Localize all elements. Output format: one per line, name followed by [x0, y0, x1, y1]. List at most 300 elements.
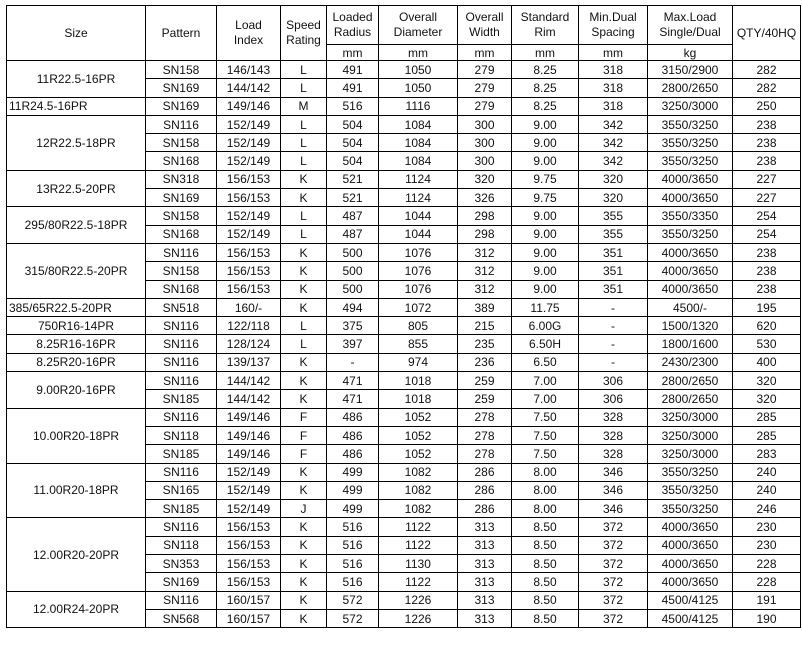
overall-diameter-cell: 1052	[379, 426, 458, 444]
overall-diameter-cell: 1082	[379, 500, 458, 518]
loaded-radius-cell: 471	[327, 390, 379, 408]
max-load-cell: 3250/3000	[648, 408, 733, 426]
loaded-radius-cell: 516	[327, 555, 379, 573]
standard-rim-cell: 9.00	[512, 280, 579, 298]
load-index-cell: 160/157	[217, 609, 281, 627]
qty-cell: 282	[733, 79, 801, 97]
load-index-cell: 156/153	[217, 536, 281, 554]
max-load-cell: 4000/3650	[648, 262, 733, 280]
max-load-cell: 4000/3650	[648, 573, 733, 591]
loaded-radius-cell: 487	[327, 225, 379, 243]
max-load-cell: 4000/3650	[648, 555, 733, 573]
overall-width-cell: 313	[458, 609, 512, 627]
overall-diameter-cell: 1018	[379, 390, 458, 408]
standard-rim-cell: 6.50	[512, 353, 579, 371]
max-load-cell: 3250/3000	[648, 426, 733, 444]
min-dual-spacing-cell: 346	[579, 481, 648, 499]
header-size: Size	[7, 6, 146, 61]
size-cell: 295/80R22.5-18PR	[7, 207, 146, 244]
overall-width-cell: 326	[458, 189, 512, 207]
overall-diameter-cell: 1122	[379, 536, 458, 554]
load-index-cell: 156/153	[217, 189, 281, 207]
speed-rating-cell: K	[281, 280, 327, 298]
overall-diameter-cell: 974	[379, 353, 458, 371]
overall-width-cell: 298	[458, 225, 512, 243]
pattern-cell: SN118	[146, 536, 217, 554]
load-index-cell: 156/153	[217, 280, 281, 298]
overall-diameter-cell: 1076	[379, 280, 458, 298]
min-dual-spacing-cell: 320	[579, 170, 648, 188]
header-speed-rating: Speed Rating	[281, 6, 327, 61]
min-dual-spacing-cell: 346	[579, 500, 648, 518]
overall-diameter-cell: 1076	[379, 262, 458, 280]
min-dual-spacing-cell: 342	[579, 134, 648, 152]
min-dual-spacing-cell: 318	[579, 61, 648, 79]
max-load-cell: 2800/2650	[648, 79, 733, 97]
overall-diameter-cell: 1130	[379, 555, 458, 573]
min-dual-spacing-cell: -	[579, 317, 648, 335]
loaded-radius-cell: 504	[327, 134, 379, 152]
size-cell: 11R24.5-16PR	[7, 97, 146, 115]
header-row	[7, 6, 801, 45]
table-row	[7, 170, 801, 188]
max-load-cell: 4000/3650	[648, 518, 733, 536]
pattern-cell: SN353	[146, 555, 217, 573]
load-index-cell: 144/142	[217, 372, 281, 390]
standard-rim-cell: 9.75	[512, 189, 579, 207]
qty-cell: 240	[733, 481, 801, 499]
loaded-radius-cell: 499	[327, 463, 379, 481]
speed-rating-cell: K	[281, 536, 327, 554]
min-dual-spacing-cell: 372	[579, 555, 648, 573]
min-dual-spacing-cell: -	[579, 353, 648, 371]
speed-rating-cell: K	[281, 463, 327, 481]
min-dual-spacing-cell: 342	[579, 152, 648, 170]
standard-rim-cell: 8.50	[512, 536, 579, 554]
overall-width-cell: 320	[458, 170, 512, 188]
table-row	[7, 97, 801, 115]
overall-width-cell: 279	[458, 61, 512, 79]
max-load-cell: 3550/3250	[648, 152, 733, 170]
pattern-cell: SN116	[146, 115, 217, 133]
pattern-cell: SN116	[146, 518, 217, 536]
pattern-cell: SN568	[146, 609, 217, 627]
speed-rating-cell: L	[281, 225, 327, 243]
max-load-cell: 2430/2300	[648, 353, 733, 371]
size-cell: 12R22.5-18PR	[7, 115, 146, 170]
load-index-cell: 149/146	[217, 445, 281, 463]
speed-rating-cell: K	[281, 170, 327, 188]
qty-cell: 238	[733, 280, 801, 298]
pattern-cell: SN116	[146, 408, 217, 426]
qty-cell: 530	[733, 335, 801, 353]
speed-rating-cell: K	[281, 609, 327, 627]
qty-cell: 283	[733, 445, 801, 463]
loaded-radius-cell: 504	[327, 115, 379, 133]
speed-rating-cell: L	[281, 61, 327, 79]
speed-rating-cell: F	[281, 408, 327, 426]
pattern-cell: SN518	[146, 298, 217, 316]
min-dual-spacing-cell: 306	[579, 390, 648, 408]
overall-width-cell: 389	[458, 298, 512, 316]
pattern-cell: SN318	[146, 170, 217, 188]
load-index-cell: 149/146	[217, 97, 281, 115]
table-row	[7, 353, 801, 371]
load-index-cell: 156/153	[217, 170, 281, 188]
load-index-cell: 156/153	[217, 555, 281, 573]
header-max-load: Max.Load Single/Dual	[648, 6, 733, 45]
loaded-radius-cell: 521	[327, 170, 379, 188]
pattern-cell: SN185	[146, 500, 217, 518]
table-row	[7, 408, 801, 426]
unit-cell: mm	[458, 45, 512, 61]
loaded-radius-cell: 521	[327, 189, 379, 207]
header-overall-diameter: Overall Diameter	[379, 6, 458, 45]
loaded-radius-cell: 516	[327, 536, 379, 554]
header-qty: QTY/40HQ	[733, 6, 801, 61]
table-row	[7, 298, 801, 316]
qty-cell: 254	[733, 207, 801, 225]
pattern-cell: SN168	[146, 152, 217, 170]
qty-cell: 246	[733, 500, 801, 518]
pattern-cell: SN168	[146, 225, 217, 243]
table-row	[7, 591, 801, 609]
overall-diameter-cell: 1122	[379, 518, 458, 536]
min-dual-spacing-cell: 351	[579, 280, 648, 298]
qty-cell: 228	[733, 555, 801, 573]
header-overall-width: Overall Width	[458, 6, 512, 45]
size-cell: 11R22.5-16PR	[7, 61, 146, 98]
load-index-cell: 156/153	[217, 573, 281, 591]
overall-width-cell: 300	[458, 152, 512, 170]
min-dual-spacing-cell: 320	[579, 189, 648, 207]
loaded-radius-cell: 500	[327, 243, 379, 261]
size-cell: 385/65R22.5-20PR	[7, 298, 146, 316]
unit-cell: mm	[379, 45, 458, 61]
speed-rating-cell: K	[281, 518, 327, 536]
pattern-cell: SN158	[146, 61, 217, 79]
size-cell: 11.00R20-18PR	[7, 463, 146, 518]
loaded-radius-cell: 499	[327, 500, 379, 518]
qty-cell: 238	[733, 152, 801, 170]
overall-width-cell: 312	[458, 243, 512, 261]
overall-diameter-cell: 1044	[379, 225, 458, 243]
table-row	[7, 372, 801, 390]
qty-cell: 240	[733, 463, 801, 481]
overall-width-cell: 278	[458, 426, 512, 444]
min-dual-spacing-cell: 328	[579, 426, 648, 444]
min-dual-spacing-cell: 372	[579, 536, 648, 554]
max-load-cell: 4000/3650	[648, 243, 733, 261]
overall-diameter-cell: 1084	[379, 152, 458, 170]
overall-diameter-cell: 1084	[379, 115, 458, 133]
qty-cell: 227	[733, 170, 801, 188]
standard-rim-cell: 7.00	[512, 390, 579, 408]
max-load-cell: 3150/2900	[648, 61, 733, 79]
overall-width-cell: 279	[458, 97, 512, 115]
min-dual-spacing-cell: 355	[579, 225, 648, 243]
min-dual-spacing-cell: 328	[579, 445, 648, 463]
speed-rating-cell: K	[281, 555, 327, 573]
min-dual-spacing-cell: 372	[579, 573, 648, 591]
overall-width-cell: 313	[458, 555, 512, 573]
overall-diameter-cell: 1116	[379, 97, 458, 115]
max-load-cell: 3550/3250	[648, 225, 733, 243]
min-dual-spacing-cell: 355	[579, 207, 648, 225]
standard-rim-cell: 8.25	[512, 97, 579, 115]
max-load-cell: 3250/3000	[648, 97, 733, 115]
overall-diameter-cell: 1122	[379, 573, 458, 591]
load-index-cell: 144/142	[217, 79, 281, 97]
unit-cell: mm	[579, 45, 648, 61]
standard-rim-cell: 8.50	[512, 591, 579, 609]
max-load-cell: 2800/2650	[648, 390, 733, 408]
qty-cell: 320	[733, 390, 801, 408]
header-pattern: Pattern	[146, 6, 217, 61]
qty-cell: 238	[733, 115, 801, 133]
overall-width-cell: 236	[458, 353, 512, 371]
standard-rim-cell: 8.00	[512, 500, 579, 518]
loaded-radius-cell: 471	[327, 372, 379, 390]
qty-cell: 230	[733, 518, 801, 536]
loaded-radius-cell: -	[327, 353, 379, 371]
loaded-radius-cell: 397	[327, 335, 379, 353]
standard-rim-cell: 8.25	[512, 79, 579, 97]
unit-cell: mm	[327, 45, 379, 61]
table-row	[7, 518, 801, 536]
standard-rim-cell: 8.50	[512, 609, 579, 627]
overall-width-cell: 313	[458, 573, 512, 591]
table-row	[7, 463, 801, 481]
max-load-cell: 2800/2650	[648, 372, 733, 390]
overall-diameter-cell: 1076	[379, 243, 458, 261]
qty-cell: 191	[733, 591, 801, 609]
standard-rim-cell: 9.75	[512, 170, 579, 188]
overall-width-cell: 279	[458, 79, 512, 97]
load-index-cell: 156/153	[217, 518, 281, 536]
standard-rim-cell: 8.25	[512, 61, 579, 79]
load-index-cell: 160/-	[217, 298, 281, 316]
overall-diameter-cell: 1072	[379, 298, 458, 316]
max-load-cell: 3550/3250	[648, 463, 733, 481]
qty-cell: 230	[733, 536, 801, 554]
overall-diameter-cell: 805	[379, 317, 458, 335]
min-dual-spacing-cell: 351	[579, 262, 648, 280]
overall-diameter-cell: 1084	[379, 134, 458, 152]
overall-width-cell: 278	[458, 408, 512, 426]
load-index-cell: 149/146	[217, 426, 281, 444]
overall-diameter-cell: 1050	[379, 61, 458, 79]
standard-rim-cell: 9.00	[512, 225, 579, 243]
min-dual-spacing-cell: 342	[579, 115, 648, 133]
overall-width-cell: 259	[458, 390, 512, 408]
table-row	[7, 61, 801, 79]
speed-rating-cell: L	[281, 79, 327, 97]
standard-rim-cell: 7.50	[512, 445, 579, 463]
size-cell: 750R16-14PR	[7, 317, 146, 335]
standard-rim-cell: 9.00	[512, 207, 579, 225]
overall-diameter-cell: 1050	[379, 79, 458, 97]
loaded-radius-cell: 487	[327, 207, 379, 225]
speed-rating-cell: M	[281, 97, 327, 115]
standard-rim-cell: 8.50	[512, 518, 579, 536]
standard-rim-cell: 7.50	[512, 426, 579, 444]
overall-diameter-cell: 1082	[379, 481, 458, 499]
max-load-cell: 4000/3650	[648, 170, 733, 188]
overall-width-cell: 286	[458, 463, 512, 481]
overall-width-cell: 312	[458, 262, 512, 280]
standard-rim-cell: 11.75	[512, 298, 579, 316]
load-index-cell: 152/149	[217, 225, 281, 243]
pattern-cell: SN116	[146, 591, 217, 609]
overall-width-cell: 235	[458, 335, 512, 353]
table-row	[7, 335, 801, 353]
speed-rating-cell: K	[281, 591, 327, 609]
qty-cell: 238	[733, 243, 801, 261]
unit-cell: mm	[512, 45, 579, 61]
overall-diameter-cell: 1226	[379, 609, 458, 627]
load-index-cell: 139/137	[217, 353, 281, 371]
table-row	[7, 317, 801, 335]
tire-spec-table	[6, 5, 801, 628]
speed-rating-cell: L	[281, 317, 327, 335]
pattern-cell: SN116	[146, 463, 217, 481]
load-index-cell: 128/124	[217, 335, 281, 353]
overall-width-cell: 215	[458, 317, 512, 335]
speed-rating-cell: K	[281, 372, 327, 390]
standard-rim-cell: 6.50H	[512, 335, 579, 353]
overall-diameter-cell: 1044	[379, 207, 458, 225]
pattern-cell: SN168	[146, 280, 217, 298]
overall-width-cell: 300	[458, 134, 512, 152]
load-index-cell: 144/142	[217, 390, 281, 408]
speed-rating-cell: K	[281, 298, 327, 316]
load-index-cell: 152/149	[217, 463, 281, 481]
max-load-cell: 3250/3000	[648, 445, 733, 463]
max-load-cell: 1800/1600	[648, 335, 733, 353]
size-cell: 315/80R22.5-20PR	[7, 243, 146, 298]
speed-rating-cell: K	[281, 262, 327, 280]
loaded-radius-cell: 500	[327, 280, 379, 298]
header-standard-rim: Standard Rim	[512, 6, 579, 45]
qty-cell: 620	[733, 317, 801, 335]
pattern-cell: SN116	[146, 353, 217, 371]
speed-rating-cell: K	[281, 353, 327, 371]
standard-rim-cell: 9.00	[512, 134, 579, 152]
load-index-cell: 152/149	[217, 500, 281, 518]
load-index-cell: 146/143	[217, 61, 281, 79]
standard-rim-cell: 9.00	[512, 152, 579, 170]
speed-rating-cell: F	[281, 445, 327, 463]
max-load-cell: 3550/3250	[648, 134, 733, 152]
qty-cell: 195	[733, 298, 801, 316]
loaded-radius-cell: 572	[327, 609, 379, 627]
qty-cell: 190	[733, 609, 801, 627]
min-dual-spacing-cell: 318	[579, 79, 648, 97]
overall-width-cell: 278	[458, 445, 512, 463]
speed-rating-cell: J	[281, 500, 327, 518]
header-min-dual-spacing: Min.Dual Spacing	[579, 6, 648, 45]
loaded-radius-cell: 486	[327, 408, 379, 426]
overall-width-cell: 259	[458, 372, 512, 390]
min-dual-spacing-cell: 346	[579, 463, 648, 481]
overall-width-cell: 300	[458, 115, 512, 133]
pattern-cell: SN116	[146, 335, 217, 353]
qty-cell: 285	[733, 408, 801, 426]
min-dual-spacing-cell: 306	[579, 372, 648, 390]
qty-cell: 320	[733, 372, 801, 390]
pattern-cell: SN118	[146, 426, 217, 444]
load-index-cell: 152/149	[217, 152, 281, 170]
min-dual-spacing-cell: 318	[579, 97, 648, 115]
speed-rating-cell: K	[281, 390, 327, 408]
max-load-cell: 3550/3250	[648, 115, 733, 133]
standard-rim-cell: 9.00	[512, 115, 579, 133]
size-cell: 10.00R20-18PR	[7, 408, 146, 463]
overall-diameter-cell: 1082	[379, 463, 458, 481]
loaded-radius-cell: 504	[327, 152, 379, 170]
standard-rim-cell: 8.50	[512, 573, 579, 591]
overall-width-cell: 298	[458, 207, 512, 225]
pattern-cell: SN169	[146, 573, 217, 591]
load-index-cell: 156/153	[217, 262, 281, 280]
load-index-cell: 152/149	[217, 115, 281, 133]
pattern-cell: SN116	[146, 317, 217, 335]
load-index-cell: 149/146	[217, 408, 281, 426]
load-index-cell: 152/149	[217, 134, 281, 152]
qty-cell: 228	[733, 573, 801, 591]
max-load-cell: 4500/-	[648, 298, 733, 316]
pattern-cell: SN158	[146, 207, 217, 225]
loaded-radius-cell: 516	[327, 518, 379, 536]
overall-diameter-cell: 1124	[379, 170, 458, 188]
standard-rim-cell: 6.00G	[512, 317, 579, 335]
loaded-radius-cell: 500	[327, 262, 379, 280]
min-dual-spacing-cell: 351	[579, 243, 648, 261]
loaded-radius-cell: 516	[327, 97, 379, 115]
size-cell: 12.00R20-20PR	[7, 518, 146, 591]
overall-diameter-cell: 1052	[379, 445, 458, 463]
speed-rating-cell: K	[281, 481, 327, 499]
loaded-radius-cell: 572	[327, 591, 379, 609]
loaded-radius-cell: 486	[327, 426, 379, 444]
max-load-cell: 4500/4125	[648, 591, 733, 609]
overall-diameter-cell: 1052	[379, 408, 458, 426]
standard-rim-cell: 9.00	[512, 262, 579, 280]
max-load-cell: 4000/3650	[648, 536, 733, 554]
load-index-cell: 152/149	[217, 481, 281, 499]
qty-cell: 227	[733, 189, 801, 207]
loaded-radius-cell: 499	[327, 481, 379, 499]
standard-rim-cell: 8.00	[512, 463, 579, 481]
loaded-radius-cell: 494	[327, 298, 379, 316]
overall-diameter-cell: 1226	[379, 591, 458, 609]
size-cell: 8.25R16-16PR	[7, 335, 146, 353]
pattern-cell: SN116	[146, 243, 217, 261]
max-load-cell: 3550/3250	[648, 500, 733, 518]
pattern-cell: SN158	[146, 134, 217, 152]
speed-rating-cell: K	[281, 189, 327, 207]
max-load-cell: 4000/3650	[648, 280, 733, 298]
max-load-cell: 3550/3350	[648, 207, 733, 225]
loaded-radius-cell: 491	[327, 61, 379, 79]
standard-rim-cell: 9.00	[512, 243, 579, 261]
load-index-cell: 122/118	[217, 317, 281, 335]
min-dual-spacing-cell: 372	[579, 609, 648, 627]
max-load-cell: 4500/4125	[648, 609, 733, 627]
speed-rating-cell: L	[281, 134, 327, 152]
table-row	[7, 243, 801, 261]
